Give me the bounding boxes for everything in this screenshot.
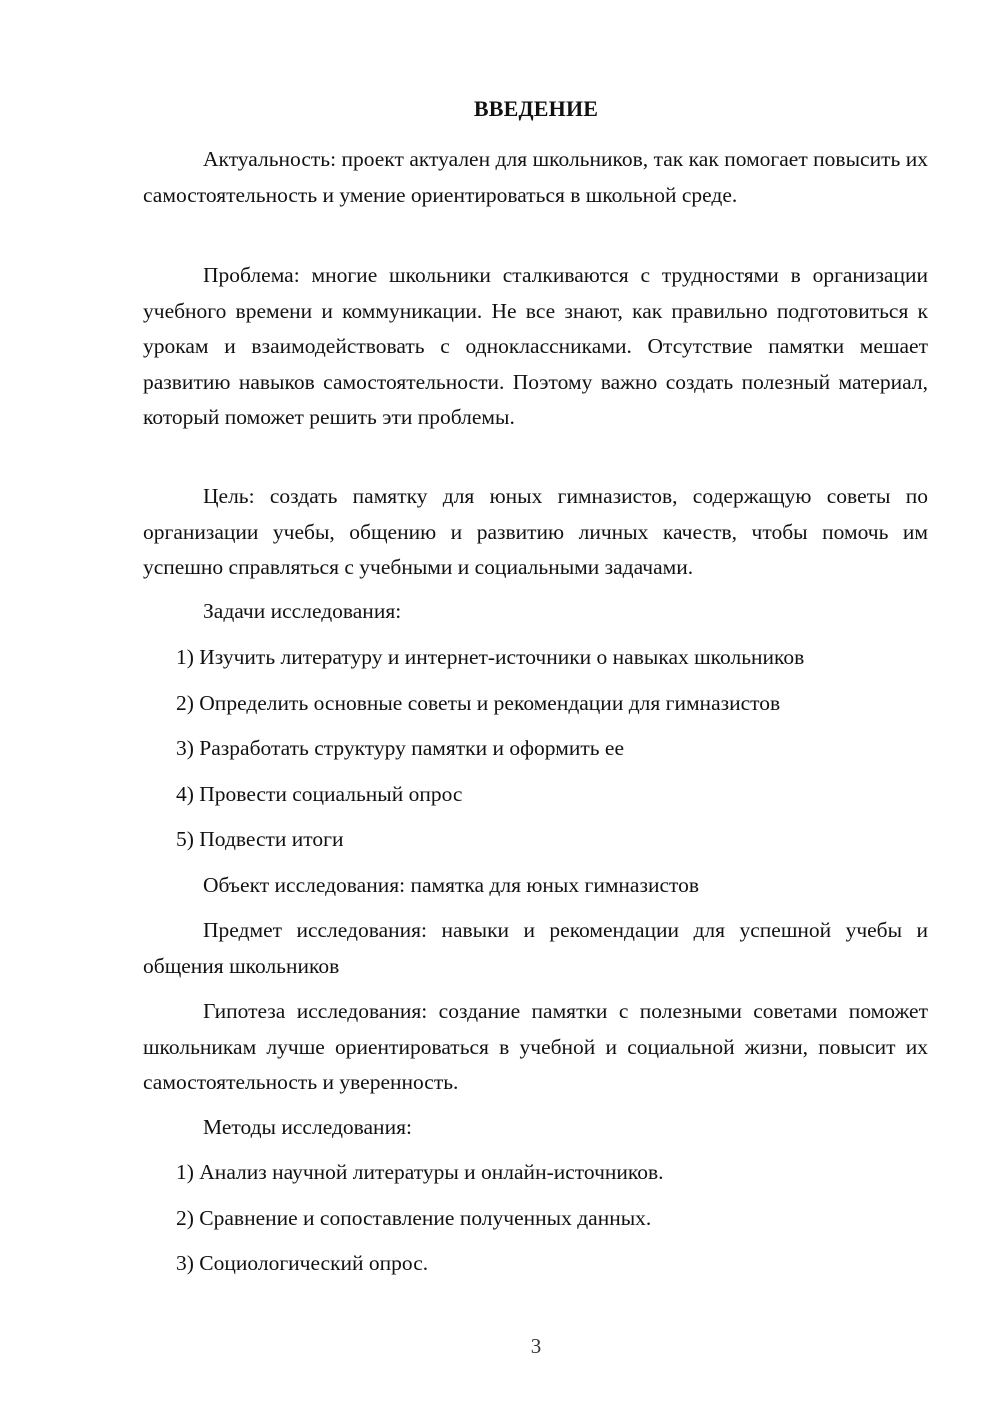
task-item-2: 2) Определить основные советы и рекомендации для гимназистов: [176, 691, 781, 715]
task-item-3: 3) Разработать структуру памятки и оформить ее: [176, 736, 625, 760]
subject-paragraph: Предмет исследования: навыки и рекомендации для успешной учебы и общения школьников: [143, 918, 928, 978]
task-item-1: 1) Изучить литературу и интернет-источники о навыках школьников: [176, 645, 805, 669]
object-paragraph: Объект исследования: памятка для юных гимназистов: [203, 873, 700, 897]
method-item-2: 2) Сравнение и сопоставление полученных данных.: [176, 1206, 652, 1230]
tasks-heading: Задачи исследования:: [203, 599, 402, 623]
method-item-1: 1) Анализ научной литературы и онлайн-источников.: [176, 1160, 664, 1184]
methods-heading: Методы исследования:: [203, 1115, 412, 1139]
relevance-paragraph: Актуальность: проект актуален для школьников, так как помогает повысить их самостоятельность и умение ориентироваться в школьной среде.: [143, 147, 928, 207]
goal-paragraph: Цель: создать памятку для юных гимназистов, содержащую советы по организации учебы, общению и развитию личных качеств, чтобы помочь им успешно справляться с учебными и социальными задачами.: [143, 484, 928, 579]
task-item-5: 5) Подвести итоги: [176, 827, 344, 851]
page-number: 3: [530, 1334, 542, 1358]
hypothesis-paragraph: Гипотеза исследования: создание памятки с полезными советами поможет школьникам лучше ориентироваться в учебной и социальной жизни, повысит их самостоятельность и уверенность.: [143, 999, 928, 1094]
page-title: ВВЕДЕНИЕ: [473, 96, 599, 121]
method-item-3: 3) Социологический опрос.: [176, 1251, 429, 1275]
problem-paragraph: Проблема: многие школьники сталкиваются с трудностями в организации учебного времени и коммуникации. Не все знают, как правильно подготовиться к урокам и взаимодействовать с одноклассниками. Отсутствие памятки мешает развитию навыков самостоятельности. Поэтому важно создать полезный материал, который поможет решить эти проблемы.: [143, 263, 928, 429]
task-item-4: 4) Провести социальный опрос: [176, 782, 463, 806]
